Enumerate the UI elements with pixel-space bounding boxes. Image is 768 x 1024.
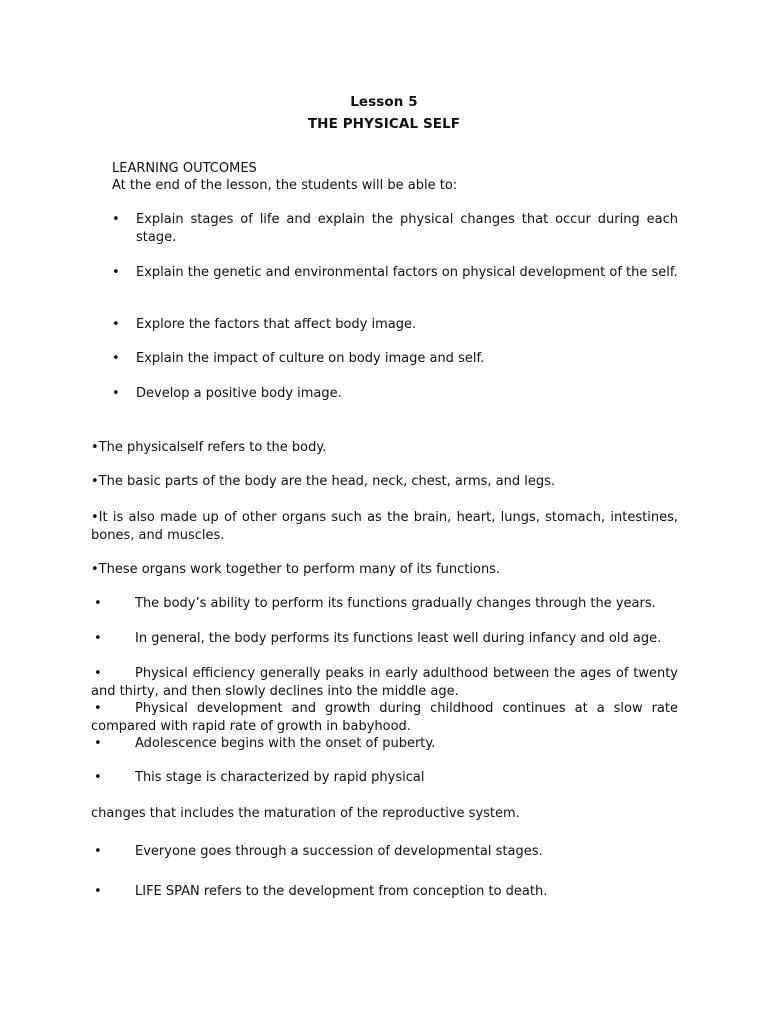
body-paragraph: •The physicalself refers to the body. xyxy=(91,440,327,455)
bullet-icon: • xyxy=(94,770,102,785)
bullet-text: This stage is characterized by rapid physical xyxy=(135,770,425,785)
outcomes-heading: LEARNING OUTCOMES xyxy=(112,161,257,176)
bullet-icon: • xyxy=(94,701,102,716)
lesson-title: THE PHYSICAL SELF xyxy=(307,116,461,132)
body-paragraph: •The basic parts of the body are the head, neck, chest, arms, and legs. xyxy=(91,474,556,489)
bullet-icon: • xyxy=(94,736,102,751)
bullet-icon: • xyxy=(94,631,102,646)
outcome-text: Explain the impact of culture on body image and self. xyxy=(136,351,485,366)
outcome-text: Develop a positive body image. xyxy=(136,386,342,401)
bullet-icon: • xyxy=(112,265,120,280)
body-paragraph: changes that includes the maturation of the reproductive system. xyxy=(91,806,520,821)
bullet-text: Physical development and growth during childhood continues at a slow rate compared with rapid rate of growth in babyhood. xyxy=(91,701,678,734)
bullet-text: In general, the body performs its functions least well during infancy and old age. xyxy=(135,631,662,646)
bullet-icon: • xyxy=(94,884,102,899)
outcome-text: Explain stages of life and explain the physical changes that occur during each stage. xyxy=(136,212,678,245)
outcome-text: Explore the factors that affect body image. xyxy=(136,317,417,332)
outcome-text: Explain the genetic and environmental factors on physical development of the self. xyxy=(136,265,678,280)
lesson-number: Lesson 5 xyxy=(350,94,418,110)
bullet-text: The body’s ability to perform its functions gradually changes through the years. xyxy=(135,596,656,611)
outcomes-intro: At the end of the lesson, the students will be able to: xyxy=(112,178,458,193)
bullet-text: Everyone goes through a succession of developmental stages. xyxy=(135,844,543,859)
body-bullet xyxy=(91,700,678,735)
bullet-icon: • xyxy=(112,212,120,227)
bullet-text: Physical efficiency generally peaks in early adulthood between the ages of twenty and thirty, and then slowly declines into the middle age. xyxy=(91,666,678,699)
bullet-icon: • xyxy=(94,844,102,859)
body-paragraph: •These organs work together to perform many of its functions. xyxy=(91,562,501,577)
bullet-text: Adolescence begins with the onset of puberty. xyxy=(135,736,436,751)
bullet-icon: • xyxy=(94,666,102,681)
body-paragraph: •It is also made up of other organs such as the brain, heart, lungs, stomach, intestines, bones, and muscles. xyxy=(91,510,678,543)
bullet-icon: • xyxy=(94,596,102,611)
bullet-text: LIFE SPAN refers to the development from conception to death. xyxy=(135,884,548,899)
bullet-icon: • xyxy=(112,386,120,401)
body-bullet xyxy=(91,665,678,700)
bullet-icon: • xyxy=(112,317,120,332)
bullet-icon: • xyxy=(112,351,120,366)
